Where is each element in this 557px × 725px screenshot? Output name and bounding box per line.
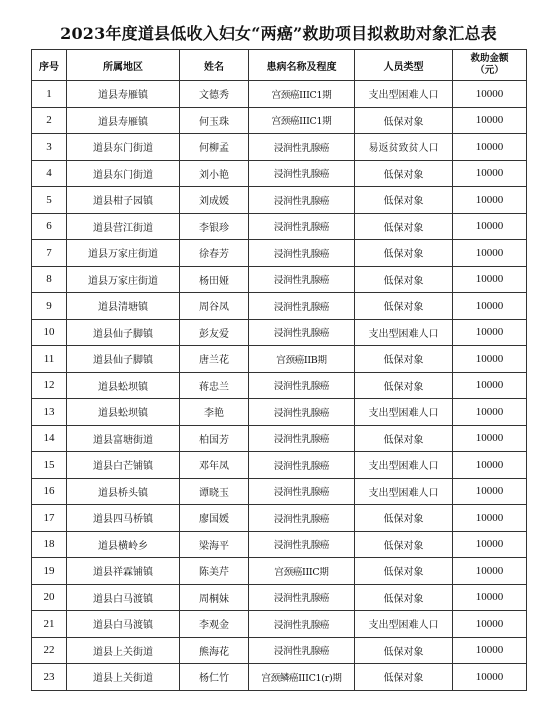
cell-amount: 10000 [453,134,527,161]
relief-table [31,49,527,691]
cell-category: 支出型困难人口 [355,81,453,108]
table-row [32,266,527,293]
cell-region: 道县清塘镇 [67,293,180,320]
cell-seq: 8 [32,266,67,293]
cell-name: 廖国媛 [180,505,249,532]
cell-seq: 13 [32,399,67,426]
cell-disease: 浸润性乳腺癌 [249,425,355,452]
table-row [32,160,527,187]
cell-name: 杨田娅 [180,266,249,293]
cell-name: 周谷凤 [180,293,249,320]
cell-name: 熊海花 [180,637,249,664]
header-region: 所属地区 [67,50,180,81]
cell-region: 道县寿雁镇 [67,81,180,108]
cell-category: 低保对象 [355,637,453,664]
cell-category: 低保对象 [355,531,453,558]
table-row [32,664,527,691]
cell-disease: 浸润性乳腺癌 [249,399,355,426]
cell-category: 低保对象 [355,293,453,320]
header-amount [453,50,527,81]
cell-seq: 14 [32,425,67,452]
cell-seq: 15 [32,452,67,479]
cell-seq: 2 [32,107,67,134]
cell-amount: 10000 [453,425,527,452]
cell-disease: 浸润性乳腺癌 [249,187,355,214]
cell-name: 李观金 [180,611,249,638]
cell-name: 柏国芳 [180,425,249,452]
table-row [32,134,527,161]
cell-amount: 10000 [453,664,527,691]
cell-category: 低保对象 [355,187,453,214]
cell-category: 低保对象 [355,558,453,585]
table-row [32,611,527,638]
cell-disease: 宫颈癌IIIC期 [249,558,355,585]
cell-seq: 6 [32,213,67,240]
cell-region: 道县仙子脚镇 [67,319,180,346]
cell-disease: 浸润性乳腺癌 [249,452,355,479]
cell-category: 低保对象 [355,372,453,399]
cell-amount: 10000 [453,293,527,320]
cell-name: 刘小艳 [180,160,249,187]
cell-seq: 9 [32,293,67,320]
cell-seq: 10 [32,319,67,346]
cell-name: 邓年凤 [180,452,249,479]
table-header-row [32,50,527,81]
cell-seq: 16 [32,478,67,505]
cell-name: 谭晓玉 [180,478,249,505]
cell-region: 道县营江街道 [67,213,180,240]
cell-name: 唐兰花 [180,346,249,373]
cell-name: 刘成媛 [180,187,249,214]
cell-disease: 浸润性乳腺癌 [249,134,355,161]
cell-region: 道县万家庄街道 [67,266,180,293]
cell-disease: 浸润性乳腺癌 [249,637,355,664]
cell-name: 徐春芳 [180,240,249,267]
table-row [32,584,527,611]
cell-disease: 浸润性乳腺癌 [249,266,355,293]
table-row [32,531,527,558]
header-seq: 序号 [32,50,67,81]
header-disease: 患病名称及程度 [249,50,355,81]
cell-seq: 20 [32,584,67,611]
cell-seq: 5 [32,187,67,214]
table-row [32,558,527,585]
cell-region: 道县东门街道 [67,134,180,161]
cell-disease: 浸润性乳腺癌 [249,160,355,187]
cell-seq: 17 [32,505,67,532]
table-row [32,107,527,134]
cell-amount: 10000 [453,372,527,399]
table-row [32,425,527,452]
cell-category: 低保对象 [355,584,453,611]
cell-seq: 18 [32,531,67,558]
cell-name: 彭友爱 [180,319,249,346]
cell-disease: 宫颈癌IIB期 [249,346,355,373]
cell-disease: 浸润性乳腺癌 [249,372,355,399]
cell-region: 道县上关街道 [67,637,180,664]
cell-amount: 10000 [453,213,527,240]
cell-amount: 10000 [453,531,527,558]
header-amount-line1: 救助金额 [470,53,509,64]
cell-region: 道县白马渡镇 [67,584,180,611]
cell-seq: 3 [32,134,67,161]
table-row [32,213,527,240]
table-row [32,240,527,267]
cell-amount: 10000 [453,478,527,505]
cell-region: 道县上关街道 [67,664,180,691]
cell-amount: 10000 [453,584,527,611]
cell-category: 低保对象 [355,266,453,293]
cell-region: 道县桥头镇 [67,478,180,505]
cell-seq: 7 [32,240,67,267]
table-row [32,319,527,346]
cell-region: 道县富塘街道 [67,425,180,452]
cell-disease: 浸润性乳腺癌 [249,531,355,558]
table-row [32,187,527,214]
cell-amount: 10000 [453,81,527,108]
cell-name: 梁海平 [180,531,249,558]
table-row [32,478,527,505]
cell-category: 低保对象 [355,240,453,267]
cell-name: 蒋忠兰 [180,372,249,399]
cell-name: 何柳孟 [180,134,249,161]
table-row [32,346,527,373]
cell-category: 低保对象 [355,213,453,240]
cell-amount: 10000 [453,452,527,479]
cell-category: 支出型困难人口 [355,399,453,426]
cell-region: 道县东门街道 [67,160,180,187]
cell-category: 低保对象 [355,505,453,532]
cell-amount: 10000 [453,611,527,638]
cell-seq: 1 [32,81,67,108]
cell-region: 道县仙子脚镇 [67,346,180,373]
cell-category: 支出型困难人口 [355,611,453,638]
cell-category: 低保对象 [355,160,453,187]
cell-seq: 4 [32,160,67,187]
table-row [32,637,527,664]
cell-category: 支出型困难人口 [355,319,453,346]
cell-name: 文德秀 [180,81,249,108]
cell-region: 道县蚣坝镇 [67,399,180,426]
cell-disease: 浸润性乳腺癌 [249,319,355,346]
cell-name: 周桐妹 [180,584,249,611]
cell-amount: 10000 [453,346,527,373]
cell-name: 杨仁竹 [180,664,249,691]
cell-seq: 12 [32,372,67,399]
cell-disease: 浸润性乳腺癌 [249,505,355,532]
cell-amount: 10000 [453,319,527,346]
table-row [32,372,527,399]
cell-region: 道县祥霖铺镇 [67,558,180,585]
cell-category: 易返贫致贫人口 [355,134,453,161]
cell-amount: 10000 [453,266,527,293]
table-row [32,293,527,320]
cell-region: 道县白马渡镇 [67,611,180,638]
document-title: 2023年度道县低收入妇女“两癌”救助项目拟救助对象汇总表 [60,24,497,43]
cell-amount: 10000 [453,240,527,267]
cell-region: 道县柑子园镇 [67,187,180,214]
cell-disease: 浸润性乳腺癌 [249,584,355,611]
cell-name: 李艳 [180,399,249,426]
header-name: 姓名 [180,50,249,81]
table-row [32,452,527,479]
cell-seq: 19 [32,558,67,585]
table-row [32,505,527,532]
cell-disease: 浸润性乳腺癌 [249,478,355,505]
cell-category: 低保对象 [355,425,453,452]
cell-amount: 10000 [453,187,527,214]
cell-category: 低保对象 [355,664,453,691]
cell-seq: 22 [32,637,67,664]
cell-seq: 23 [32,664,67,691]
cell-amount: 10000 [453,637,527,664]
cell-amount: 10000 [453,107,527,134]
cell-name: 何玉珠 [180,107,249,134]
cell-region: 道县寿雁镇 [67,107,180,134]
table-body [32,81,527,691]
cell-disease: 浸润性乳腺癌 [249,611,355,638]
cell-seq: 11 [32,346,67,373]
cell-region: 道县万家庄街道 [67,240,180,267]
cell-disease: 宫颈癌IIIC1期 [249,81,355,108]
cell-disease: 浸润性乳腺癌 [249,240,355,267]
cell-disease: 浸润性乳腺癌 [249,293,355,320]
table-row [32,81,527,108]
cell-amount: 10000 [453,558,527,585]
cell-region: 道县四马桥镇 [67,505,180,532]
header-amount-line2: （元） [475,65,504,76]
cell-amount: 10000 [453,505,527,532]
cell-region: 道县蚣坝镇 [67,372,180,399]
cell-region: 道县横岭乡 [67,531,180,558]
cell-disease: 宫颈鳞癌IIIC1(r)期 [249,664,355,691]
cell-category: 低保对象 [355,107,453,134]
cell-category: 支出型困难人口 [355,478,453,505]
header-category: 人员类型 [355,50,453,81]
cell-name: 陈美芹 [180,558,249,585]
cell-amount: 10000 [453,160,527,187]
cell-amount: 10000 [453,399,527,426]
cell-category: 支出型困难人口 [355,452,453,479]
cell-disease: 宫颈癌IIIC1期 [249,107,355,134]
cell-category: 低保对象 [355,346,453,373]
cell-region: 道县白芒铺镇 [67,452,180,479]
table-row [32,399,527,426]
cell-disease: 浸润性乳腺癌 [249,213,355,240]
cell-name: 李银珍 [180,213,249,240]
cell-seq: 21 [32,611,67,638]
